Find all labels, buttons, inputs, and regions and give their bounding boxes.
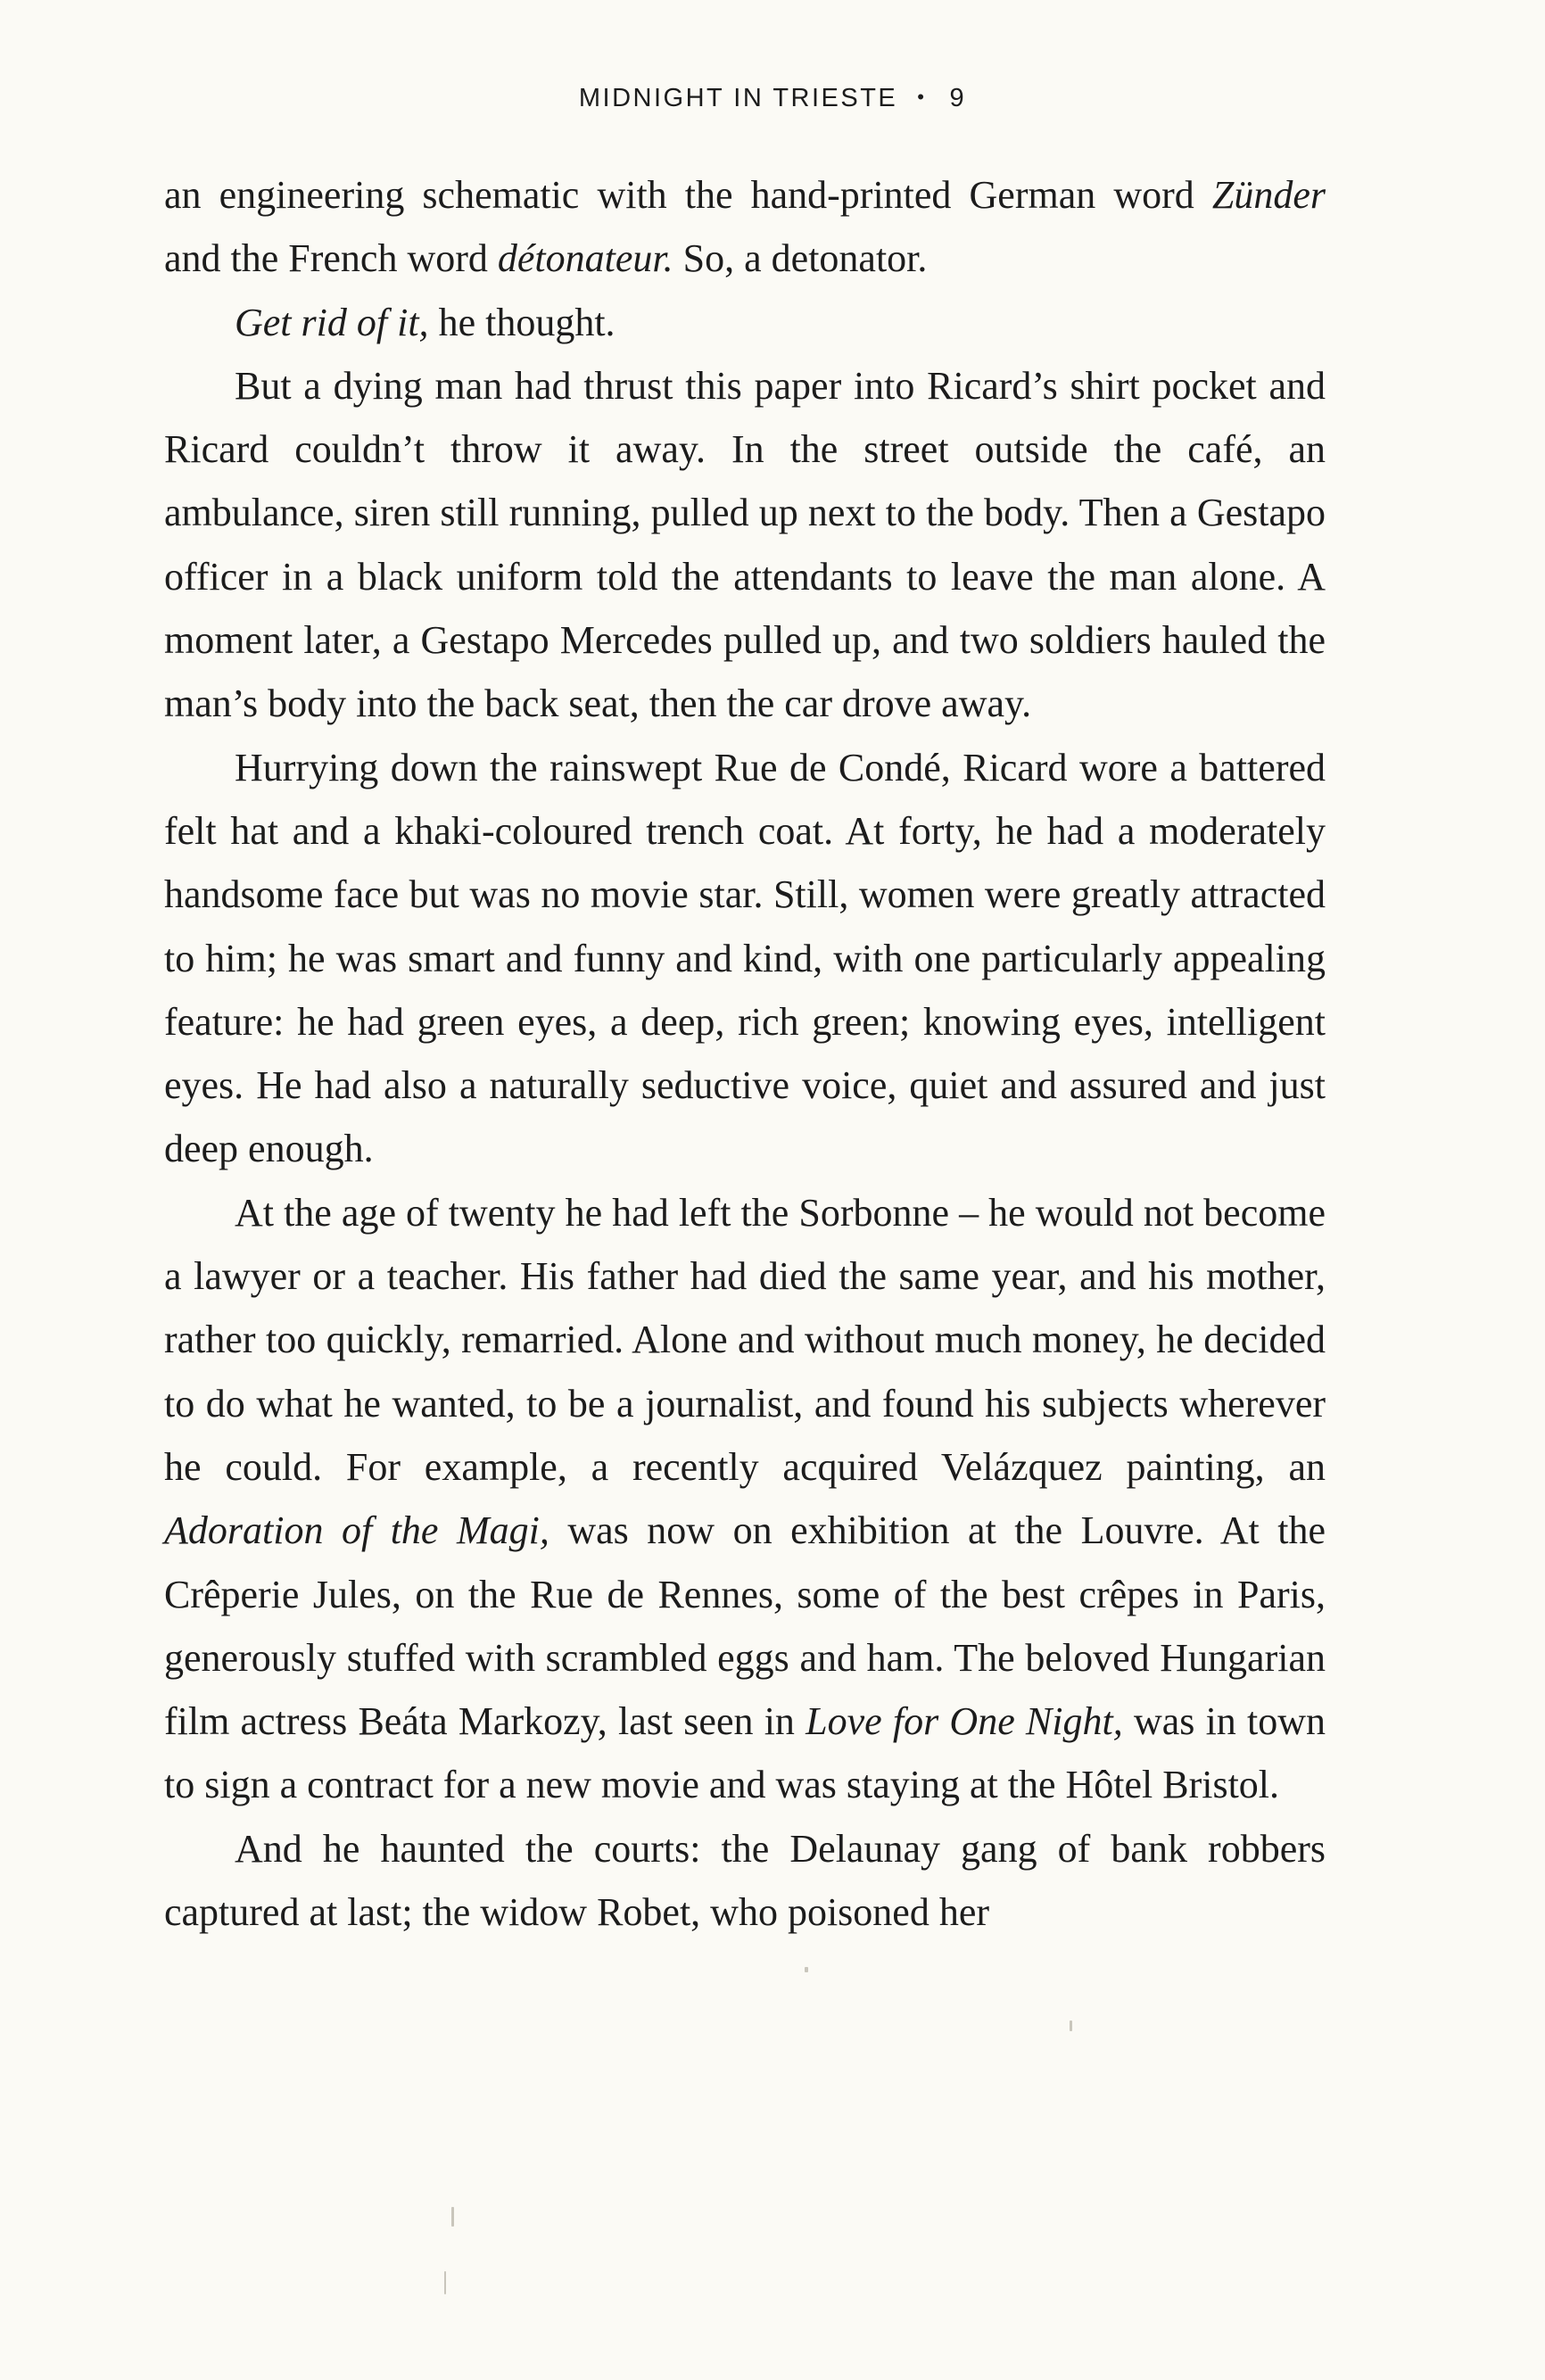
paragraph (164, 1817, 1326, 1945)
separator-dot: • (917, 86, 927, 108)
italic-text: Zünder (1211, 173, 1326, 217)
italic-text: Love for One Night, (806, 1699, 1123, 1744)
italic-text: Adoration of the Magi, (164, 1508, 549, 1553)
text-run: Hurrying down the rainswept Rue de Condé, Ricard wore a battered felt hat and a khaki-coloured trench coat. At forty, he had a moderately handsome face but was no movie star. Still, women were greatly attracted to him; he was smart and funny and kind, with one particularly appealing feature: he had green eyes, a deep, rich green; knowing eyes, intelligent eyes. He had also a naturally seductive voice, quiet and assured and just deep enough. (164, 745, 1326, 1171)
paragraph (164, 354, 1326, 736)
text-run: was in town to sign a contract for a new movie and was staying at the Hôtel Bristol. (164, 1699, 1326, 1807)
paragraph (164, 736, 1326, 1181)
text-run: an engineering schematic with the hand-printed German word (164, 173, 1212, 217)
body-text (164, 163, 1326, 1944)
text-run: And he haunted the courts: the Delaunay gang of bank robbers captured at last; the widow Robet, who poisoned her (164, 1826, 1326, 1935)
text-run: was now on exhibition at the Louvre. At the Crêperie Jules, on the Rue de Rennes, some of the best crêpes in Paris, generously stuffed with scrambled eggs and ham. The beloved Hungarian film actress Beáta Markozy, last seen in (164, 1508, 1326, 1744)
book-title: MIDNIGHT IN TRIESTE (578, 84, 898, 112)
page-number: 9 (949, 84, 967, 112)
text-run: But a dying man had thrust this paper into Ricard’s shirt pocket and Ricard couldn’t throw it away. In the street outside the café, an ambulance, siren still running, pulled up next to the body. Then a Gestapo officer in a black uniform told the attendants to leave the man alone. A moment later, a Gestapo Mercedes pulled up, and two soldiers hauled the man’s body into the back seat, then the car drove away. (164, 363, 1326, 726)
paper-speck (805, 1967, 808, 1972)
paper-speck (451, 2207, 454, 2227)
text-run: So, a detonator. (673, 236, 928, 281)
paragraph (164, 1181, 1326, 1817)
running-head (0, 84, 1545, 113)
text-run: and the French word (164, 236, 498, 281)
italic-text: détonateur. (497, 236, 673, 281)
paper-speck (1070, 2021, 1072, 2031)
paper-speck (444, 2271, 446, 2294)
paragraph (164, 163, 1326, 291)
text-run: he thought. (428, 300, 616, 344)
text-run: At the age of twenty he had left the Sorbonne – he would not become a lawyer or a teacher. His father had died the same year, and his mother, rather too quickly, remarried. Alone and without much money, he decided to do what he wanted, to be a journalist, and found his subjects wherever he could. For example, a recently acquired Velázquez painting, an (164, 1190, 1326, 1489)
italic-text: Get rid of it, (235, 300, 429, 344)
paragraph (164, 291, 1326, 354)
